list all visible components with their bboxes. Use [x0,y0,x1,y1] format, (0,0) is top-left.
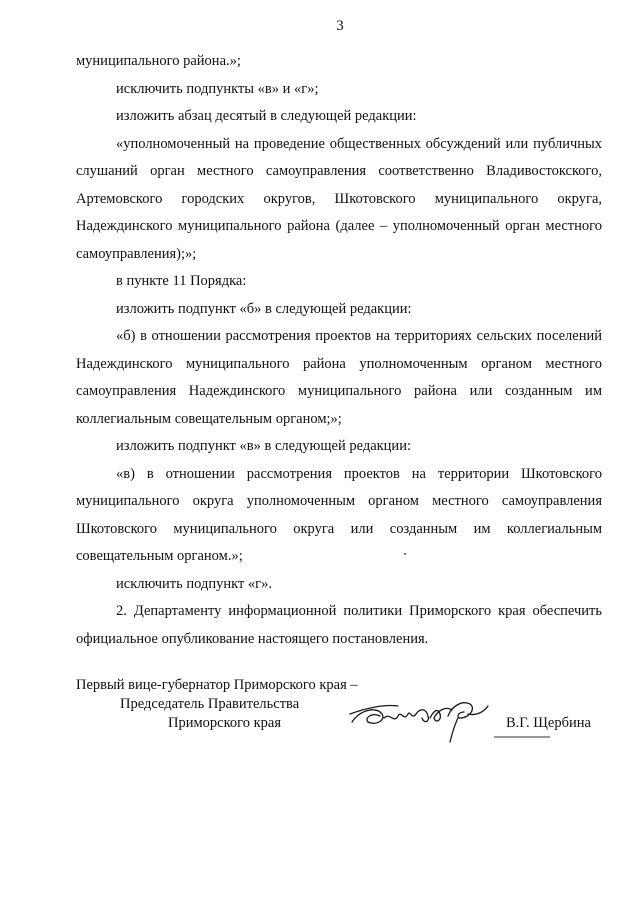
document-body [76,48,602,653]
paragraph-9: «в) в отношении рассмотрения проектов на территории Шкотовского муниципального округа уполномоченным органом местного самоуправления Шкотовского муниципального округа или созданным им коллегиальным совещательным органом.»; [76,465,602,564]
paragraph-3: изложить абзац десятый в следующей редакции: [116,108,417,124]
page-number: 3 [336,18,344,34]
scan-speck [404,553,406,555]
handwritten-signature [346,688,496,748]
paragraph-6: изложить подпункт «б» в следующей редакции: [116,300,412,317]
signatory-title-line-3: Приморского края [168,715,282,731]
paragraph-8: изложить подпункт «в» в следующей редакции: [116,438,411,454]
paragraph-7: «б) в отношении рассмотрения проектов на территориях сельских поселений Надеждинского муниципального района уполномоченным органом местного самоуправления Надеждинского муниципального района или созданным им коллегиальным совещательным органом;»; [76,328,602,427]
paragraph-5: в пункте 11 Порядка: [116,273,247,289]
paragraph-4: «уполномоченный на проведение общественных обсуждений или публичных слушаний орган местного самоуправления соответственно Владивостокского, Артемовского городских округов, Шкотовского муниципального округа, Надеждинского муниципального района (далее – уполномоченный орган местного самоуправления);»; [76,135,602,262]
signatory-title-line-1: Первый вице-губернатор Приморского края – [76,677,358,693]
paragraph-1: муниципального района.»; [76,53,241,69]
paragraph-2: исключить подпункты «в» и «г»; [116,80,319,97]
name-underline [494,736,550,738]
signatory-title-line-2: Председатель Правительства [120,696,300,712]
signature-block [76,676,606,756]
paragraph-10: исключить подпункт «г». [116,575,273,592]
signatory-name: В.Г. Щербина [506,715,591,731]
paragraph-11: 2. Департаменту информационной политики Приморского края обеспечить официальное опубликование настоящего постановления. [76,603,602,647]
